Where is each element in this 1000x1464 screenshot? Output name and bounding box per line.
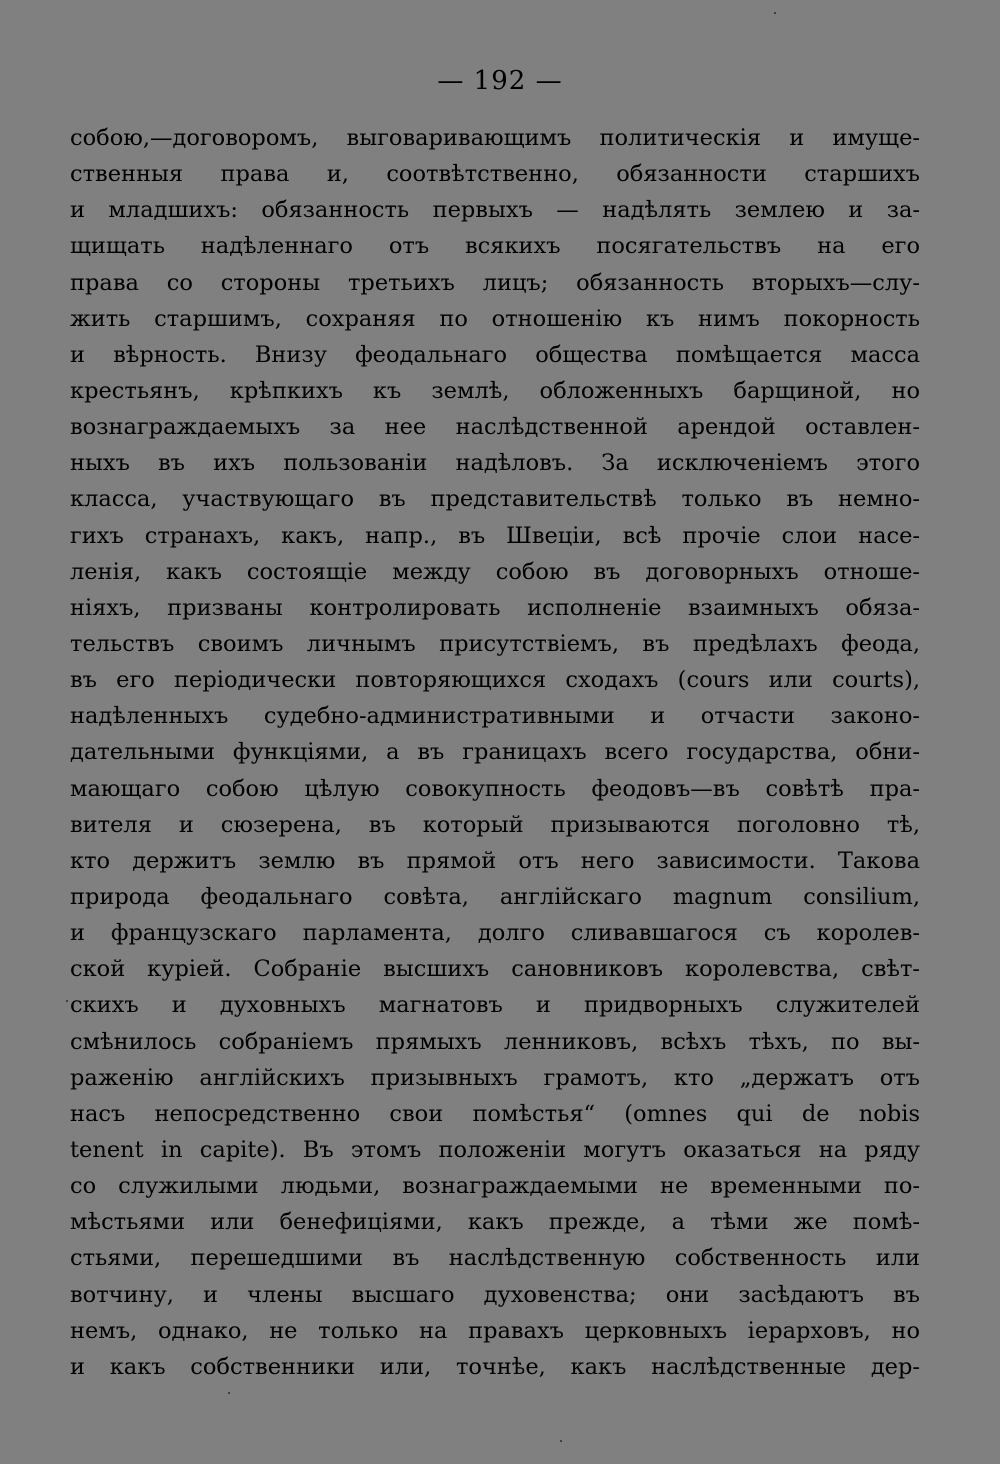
scan-speck: [560, 1440, 562, 1442]
text-line: дательными функціями, а въ границахъ всего государства, обни-: [70, 739, 920, 766]
text-line: и младшихъ: обязанность первыхъ — надѣлять землею и за-: [70, 197, 920, 224]
text-line: тельствъ своимъ личнымъ присутствіемъ, въ предѣлахъ феода,: [70, 630, 920, 657]
text-line: и вѣрность. Внизу феодальнаго общества помѣщается масса: [70, 341, 920, 368]
text-line: скихъ и духовныхъ магнатовъ и придворныхъ служителей: [70, 992, 920, 1019]
body-text: [70, 120, 920, 1385]
text-line: въ его періодически повторяющихся сходахъ (cours или courts),: [70, 667, 920, 694]
text-line: немъ, однако, не только на правахъ церковныхъ іерарховъ, но: [70, 1317, 920, 1344]
text-line: смѣнилось собраніемъ прямыхъ ленниковъ, всѣхъ тѣхъ, по вы-: [70, 1028, 920, 1055]
text-line: tenent in capite). Въ этомъ положеніи могутъ оказаться на ряду: [70, 1136, 920, 1163]
text-line: и французскаго парламента, долго сливавшагося съ королев-: [70, 920, 920, 947]
text-line: щищать надѣленнаго отъ всякихъ посягательствъ на его: [70, 233, 920, 260]
scan-speck: [774, 12, 776, 14]
text-line: со служилыми людьми, вознаграждаемыми не временными по-: [70, 1173, 920, 1200]
text-line: мѣстьями или бенефиціями, какъ прежде, а тѣми же помѣ-: [70, 1209, 920, 1236]
text-line: ственныя права и, соотвѣтственно, обязанности старшихъ: [70, 161, 920, 188]
text-line: ленія, какъ состоящіе между собою въ договорныхъ отноше-: [70, 558, 920, 585]
text-line: ныхъ въ ихъ пользованіи надѣловъ. За исключеніемъ этого: [70, 450, 920, 477]
text-line: надѣленныхъ судебно-административными и отчасти законо-: [70, 703, 920, 730]
text-line: вотчину, и члены высшаго духовенства; они засѣдаютъ въ: [70, 1281, 920, 1308]
text-line: ніяхъ, призваны контролировать исполненіе взаимныхъ обяза-: [70, 594, 920, 621]
text-line: собою,—договоромъ, выговаривающимъ политическія и имуще-: [70, 125, 920, 151]
text-line: жить старшимъ, сохраняя по отношенію къ нимъ покорность: [70, 305, 920, 332]
text-line: стьями, перешедшими въ наслѣдственную собственность или: [70, 1245, 920, 1272]
text-line: раженію англійскихъ призывныхъ грамотъ, кто „держатъ отъ: [70, 1064, 920, 1091]
text-line: природа феодальнаго совѣта, англійскаго magnum consilium,: [70, 883, 920, 910]
text-line: насъ непосредственно свои помѣстья“ (omnes qui de nobis: [70, 1100, 920, 1127]
text-line: класса, участвующаго въ представительствѣ только въ немно-: [70, 486, 920, 513]
text-line: гихъ странахъ, какъ, напр., въ Швеціи, всѣ прочіе слои насе-: [70, 522, 920, 549]
scan-speck: [66, 1000, 68, 1002]
page-number: — 192 —: [437, 66, 563, 96]
text-line: права со стороны третьихъ лицъ; обязанность вторыхъ—слу-: [70, 269, 920, 296]
scan-speck: [228, 1392, 230, 1394]
text-line: вителя и сюзерена, въ который призываются поголовно тѣ,: [70, 811, 920, 838]
text-line: ской куріей. Собраніе высшихъ сановниковъ королевства, свѣт-: [70, 956, 920, 983]
text-line: крестьянъ, крѣпкихъ къ землѣ, обложенныхъ барщиной, но: [70, 377, 920, 404]
text-line: вознаграждаемыхъ за нее наслѣдственной арендой оставлен-: [70, 414, 920, 441]
text-line: мающаго собою цѣлую совокупность феодовъ—въ совѣтѣ пра-: [70, 775, 920, 802]
text-line: и какъ собственники или, точнѣе, какъ наслѣдственные дер-: [70, 1353, 920, 1380]
text-line: кто держитъ землю въ прямой отъ него зависимости. Такова: [70, 847, 920, 874]
